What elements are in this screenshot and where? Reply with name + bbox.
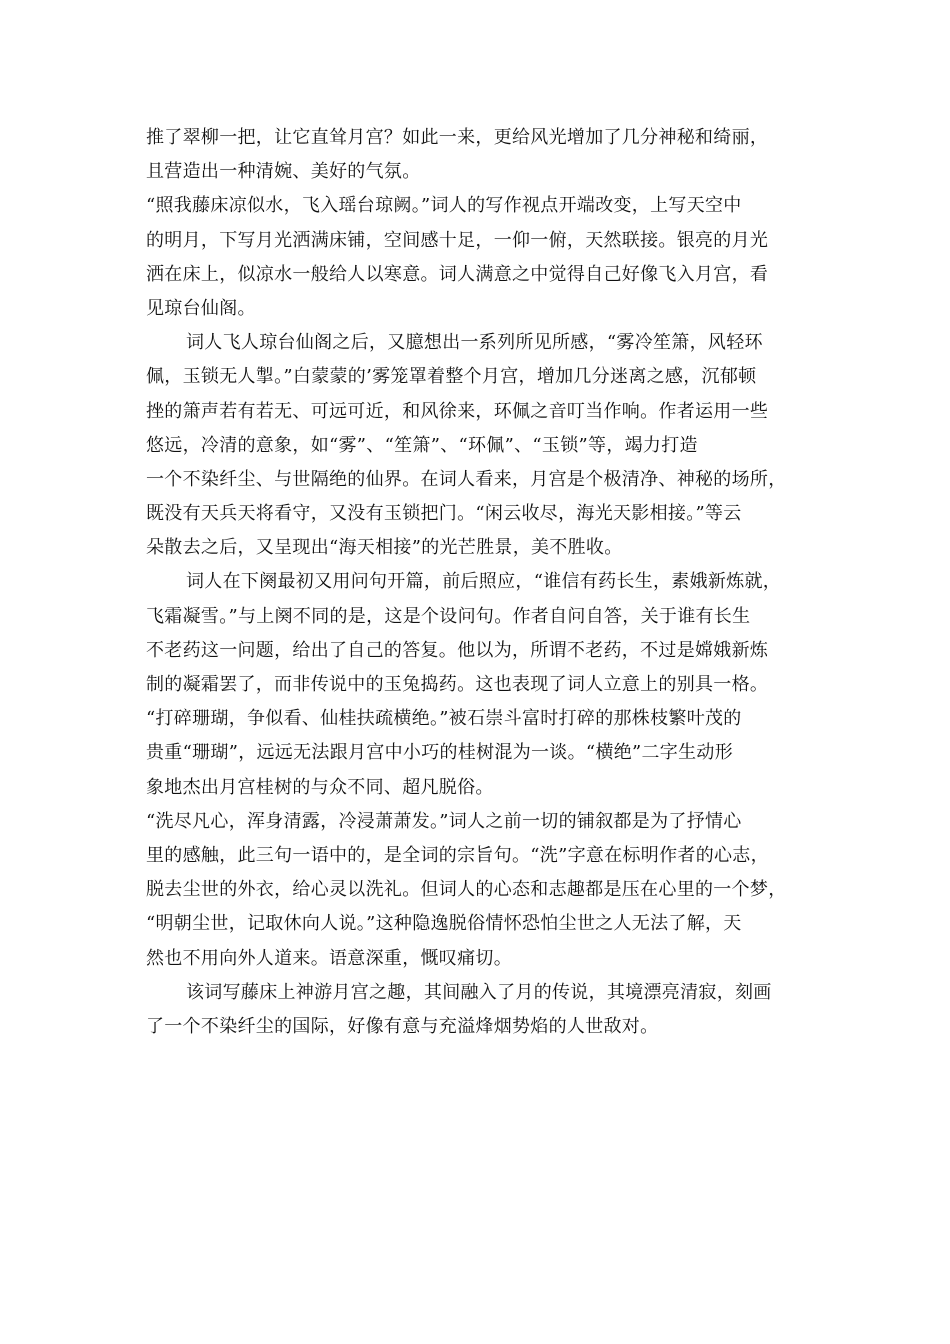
text-line: 该词写藤床上神游月宫之趣，其间融入了月的传说，其境漂亮清寂，刻画	[186, 981, 772, 1003]
text-line: 词人在下阕最初又用问句开篇，前后照应，“谁信有药长生，素娥新炼就，	[186, 571, 782, 593]
text-line: 贵重“珊瑚”，远远无法跟月宫中小巧的桂树混为一谈。“横绝”二字生动形	[146, 742, 734, 764]
text-line: 里的感触，此三句一语中的，是全词的宗旨句。“洗”字意在标明作者的心志，	[146, 844, 769, 866]
text-line: 洒在床上，似凉水一般给人以寒意。词人满意之中觉得自己好像飞入月宫，看	[146, 263, 769, 285]
text-line: “打碎珊瑚，争似看、仙桂扶疏横绝。”被石崇斗富时打碎的那株枝繁叶茂的	[146, 708, 742, 730]
text-line: 推了翠柳一把，让它直耸月宫？如此一来，更给风光增加了几分神秘和绮丽，	[146, 127, 769, 148]
text-line: 朵散去之后，又呈现出“海天相接”的光芒胜景，美不胜收。	[146, 537, 623, 559]
text-line: 象地杰出月宫桂树的与众不同、超凡脱俗。	[146, 776, 494, 798]
document-body	[146, 121, 826, 1044]
text-line: 不老药这一问题，给出了自己的答复。他以为，所谓不老药，不过是嫦娥新炼	[146, 639, 769, 661]
text-line: 然也不用向外人道来。语意深重，慨叹痛切。	[146, 947, 512, 969]
text-line: 了一个不染纤尘的国际，好像有意与充溢烽烟势焰的人世敌对。	[146, 1015, 659, 1037]
text-line: 悠远，冷清的意象，如“雾”、“笙箫”、“环佩”、“玉锁”等，竭力打造	[146, 434, 698, 456]
text-line: 佩，玉锁无人掣。”白蒙蒙的’雾笼罩着整个月宫，增加几分迷离之感，沉郁顿	[146, 366, 757, 388]
text-line: 词人飞人琼台仙阁之后，又臆想出一系列所见所感，“雾冷笙箫，风轻环	[186, 332, 763, 354]
text-line: 且营造出一种清婉、美好的气氛。	[146, 161, 421, 183]
text-line: 的明月，下写月光洒满床铺，空间感十足，一仰一俯，天然联接。银亮的月光	[146, 229, 769, 251]
text-line: “洗尽凡心，浑身清露，冷浸萧萧发。”词人之前一切的铺叙都是为了抒情心	[146, 810, 742, 832]
text-line: 脱去尘世的外衣，给心灵以洗礼。但词人的心态和志趣都是压在心里的一个梦，	[146, 879, 787, 901]
text-line: 见琼台仙阁。	[146, 297, 256, 319]
text-line: 挫的箫声若有若无、可远可近，和风徐来，环佩之音叮当作响。作者运用一些	[146, 400, 769, 422]
text-line: “照我藤床凉似水，飞入瑶台琼阙。”词人的写作视点开端改变，上写天空中	[146, 195, 742, 217]
text-line: 一个不染纤尘、与世隔绝的仙界。在词人看来，月宫是个极清净、神秘的场所，	[146, 468, 787, 490]
text-line: 既没有天兵天将看守，又没有玉锁把门。“闲云收尽，海光天影相接。”等云	[146, 503, 742, 525]
text-line: “明朝尘世，记取休向人说。”这种隐逸脱俗情怀恐怕尘世之人无法了解，天	[146, 913, 742, 935]
text-line: 制的凝霜罢了，而非传说中的玉兔捣药。这也表现了词人立意上的别具一格。	[146, 674, 769, 695]
text-line: 飞霜凝雪。”与上阕不同的是，这是个设问句。作者自问自答，关于谁有长生	[146, 605, 751, 627]
